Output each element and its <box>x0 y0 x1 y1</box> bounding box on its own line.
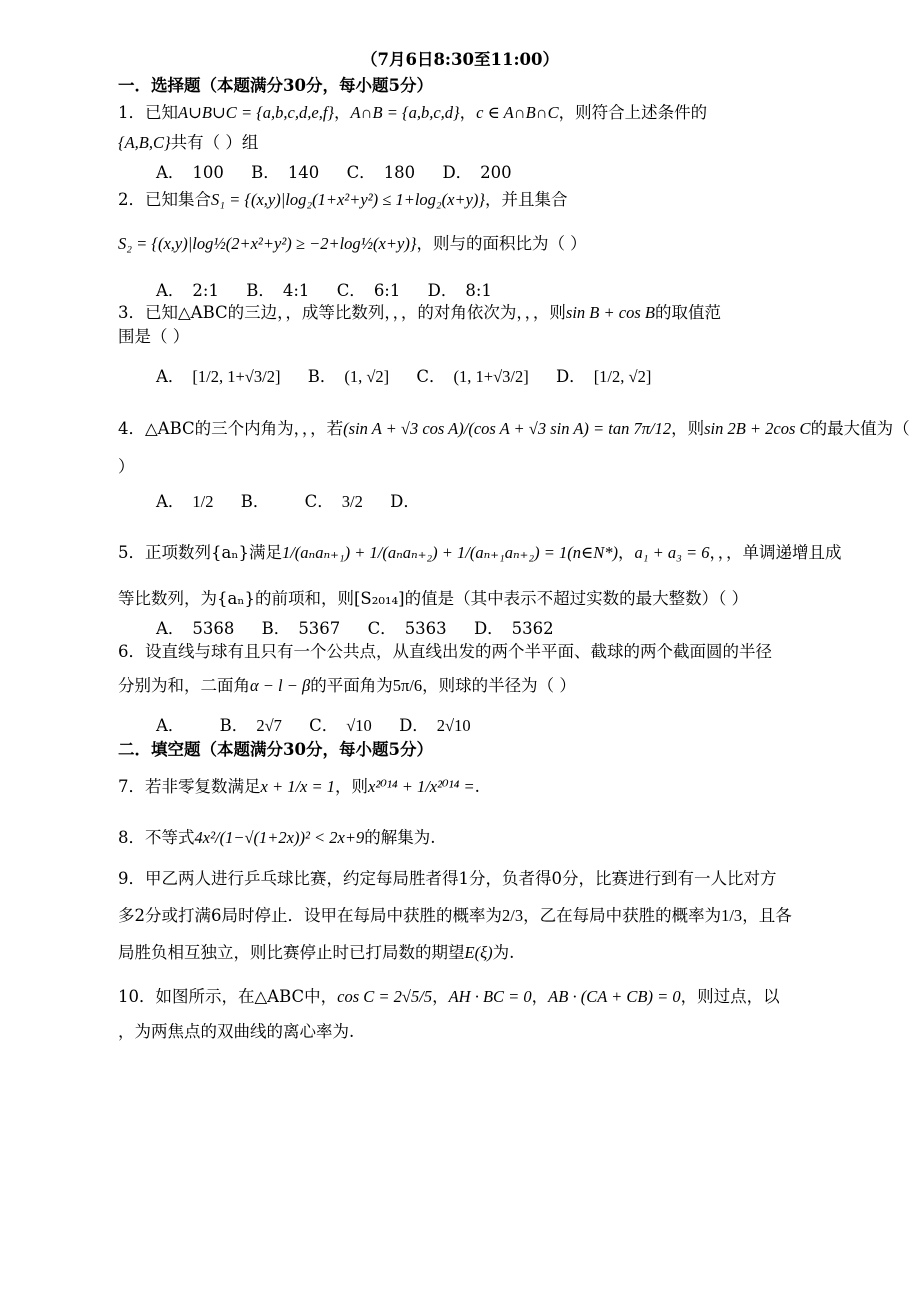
q8-stem-b: 的解集为. <box>364 828 436 847</box>
q7-expr: x²⁰¹⁴ + 1/x²⁰¹⁴ = <box>368 777 475 796</box>
q3-option-c: C． (1, 1+√3/2] <box>416 367 529 386</box>
q2-stem-a: 2．已知集合 <box>118 190 211 209</box>
q2-option-d: D． 8:1 <box>427 281 492 300</box>
q2-line1 <box>118 188 568 212</box>
q10-line1: 10．如图所示，在△ABC中，cos C = 2√5/5，AH · BC = 0，AB · (CA + CB) = 0，则过点，以 <box>118 987 780 1006</box>
q5-option-d: D． 5362 <box>473 619 554 638</box>
q9-line3 <box>118 941 514 965</box>
q5-condition: 1/(aₙaₙ₊₁) + 1/(aₙaₙ₊₂) + 1/(aₙ₊₁aₙ₊₂) = 1(n∈N*) <box>281 543 618 562</box>
q2-option-c: C． 6:1 <box>336 281 401 300</box>
q4-option-b: B． <box>240 492 270 511</box>
q9-stem-c: ，且各 <box>742 906 792 925</box>
q6-line1: 6．设直线与球有且只有一个公共点，从直线出发的两个半平面、截球的两个截面圆的半径 <box>118 642 772 661</box>
q4-stem-c: 的最大值为（ <box>810 419 910 438</box>
q8-line <box>118 826 436 850</box>
q4-options <box>156 490 450 514</box>
q5-stem-a: 5．正项数列{aₙ}满足 <box>118 543 282 562</box>
q1-option-b: B． 140 <box>251 163 320 182</box>
q7-stem-b: ，则 <box>335 777 368 796</box>
q4-stem-b: ，则 <box>671 419 705 438</box>
q6-option-b: B． 2√7 <box>219 716 282 735</box>
q2-stem-b: ，并且集合 <box>485 190 568 209</box>
q5-condition2: a₁ + a₃ = 6 <box>634 543 710 562</box>
q6-angle: α − l − β <box>250 676 311 695</box>
q6-option-d: D． 2√10 <box>399 716 471 735</box>
q3-stem-b: 的取值范 <box>654 303 721 322</box>
q5-line2: 等比数列，为{aₙ}的前项和，则[S₂₀₁₄]的值是（其中表示不超过实数的最大整数）（ ） <box>118 589 749 608</box>
q5-option-b: B． 5367 <box>261 619 341 638</box>
q10-stem-b: ，则过点，以 <box>680 987 780 1006</box>
q1-stem-d: 共有（ ）组 <box>170 133 259 152</box>
q9-line1: 9．甲乙两人进行乒乓球比赛，约定每局胜者得1分，负者得0分，比赛进行到有一人比对方 <box>118 869 777 888</box>
q2-set-s2: S₂ = {(x,y)|log½(2+x²+y²) ≥ −2+log½(x+y)} <box>118 234 417 253</box>
q7-condition: x + 1/x = 1 <box>260 777 335 796</box>
q2-set-s1: S₁ = {(x,y)|log₂(1+x²+y²) ≤ 1+log₂(x+y)} <box>211 190 486 209</box>
q3-stem-a: 3．已知△ABC的三边，，成等比数列，，，的对角依次为，，，则 <box>118 303 566 322</box>
q5-line1: 5．正项数列{aₙ}满足1/(aₙaₙ₊₁) + 1/(aₙaₙ₊₂) + 1/(aₙ₊₁aₙ₊₂) = 1(n∈N*)，a₁ + a₃ = 6，，，单调递增且成 <box>118 543 842 562</box>
q3-expr: sin B + cos B <box>565 303 655 322</box>
q2-line2 <box>118 232 587 256</box>
q6-stem-b: 的平面角为 <box>310 676 393 695</box>
q3-options <box>156 365 673 389</box>
q10-line2: ，为两焦点的双曲线的离心率为. <box>118 1022 355 1041</box>
q10-stem-a: 10．如图所示，在△ABC中， <box>118 987 338 1006</box>
q4-option-d: D． <box>390 492 420 511</box>
q3-line2: 围是（ ） <box>118 327 190 346</box>
q7-stem-c: . <box>474 777 480 796</box>
q9-line2 <box>118 904 792 928</box>
exam-time-header: （7月6日8:30至11:00） <box>360 50 559 69</box>
q6-fraction: 5π/6 <box>392 676 423 695</box>
q3-option-b: B． (1, √2] <box>307 367 390 386</box>
q6-option-a: A． <box>156 716 185 735</box>
section2-title: 二．填空题（本题满分30分，每小题5分） <box>118 740 433 759</box>
q2-stem-c: ，则与的面积比为（ ） <box>416 234 587 253</box>
q8-expr: 4x²/(1−√(1+2x))² < 2x+9 <box>194 828 365 847</box>
q1-option-d: D． 200 <box>442 163 512 182</box>
q1-option-c: C． 180 <box>346 163 416 182</box>
q1-line2 <box>118 131 258 155</box>
q1-element-expr: c ∈ A∩B∩C <box>476 103 559 122</box>
q4-option-c: C． 3/2 <box>304 492 363 511</box>
q9-prob-b: 1/3 <box>721 906 743 925</box>
q1-stem-b: ，则符合上述条件的 <box>558 103 708 122</box>
q9-stem-a: 多2分或打满6局时停止．设甲在每局中获胜的概率为 <box>118 906 502 925</box>
q6-options <box>156 714 493 738</box>
q9-stem-e: 为. <box>492 943 515 962</box>
q5-option-a: A． 5368 <box>156 619 235 638</box>
q1-line1: 1．已知A∪B∪C = {a,b,c,d,e,f}，A∩B = {a,b,c,d}，c ∈ A∩B∩C，则符合上述条件的 <box>118 103 708 122</box>
q10-vector-expr1: AH · BC = 0 <box>448 987 532 1006</box>
q4-expr: sin 2B + 2cos C <box>704 419 811 438</box>
q4-condition: (sin A + √3 cos A)/(cos A + √3 sin A) = tan 7π/12 <box>343 419 672 438</box>
q2-option-a: A． 2:1 <box>156 281 219 300</box>
q1-union-expr: A∪B∪C = {a,b,c,d,e,f} <box>178 103 335 122</box>
q6-stem-c: ，则球的半径为（ ） <box>422 676 576 695</box>
q6-line2 <box>118 674 576 698</box>
q10-vector-expr2: AB · (CA + CB) = 0 <box>548 987 681 1006</box>
section1-title: 一．选择题（本题满分30分，每小题5分） <box>118 76 433 95</box>
q4-line2: ） <box>118 457 135 476</box>
q1-options <box>156 161 534 185</box>
q4-line1 <box>118 417 910 441</box>
q4-option-a: A． 1/2 <box>156 492 214 511</box>
q7-stem-a: 7．若非零复数满足 <box>118 777 261 796</box>
q1-intersection-expr: A∩B = {a,b,c,d} <box>350 103 460 122</box>
q2-option-b: B． 4:1 <box>246 281 310 300</box>
q2-options <box>156 279 514 303</box>
q9-stem-d: 局胜负相互独立，则比赛停止时已打局数的期望 <box>118 943 465 962</box>
q3-option-a: A． [1/2, 1+√3/2] <box>156 367 281 386</box>
q4-stem-a: 4．△ABC的三个内角为，，，若 <box>118 419 344 438</box>
q5-option-c: C． 5363 <box>367 619 447 638</box>
q9-expectation: E(ξ) <box>464 943 493 962</box>
q1-option-a: A． 100 <box>156 163 224 182</box>
q9-stem-b: ，乙在每局中获胜的概率为 <box>523 906 722 925</box>
q5-stem-b: ，，，单调递增且成 <box>709 543 842 562</box>
q1-triple-expr: {A,B,C} <box>118 133 171 152</box>
q7-line <box>118 775 480 799</box>
q8-stem-a: 8．不等式 <box>118 828 195 847</box>
q10-cos-expr: cos C = 2√5/5 <box>337 987 433 1006</box>
q3-option-d: D． [1/2, √2] <box>555 367 652 386</box>
q9-prob-a: 2/3 <box>502 906 524 925</box>
q6-stem-a: 分别为和，二面角 <box>118 676 250 695</box>
q3-line1 <box>118 301 721 325</box>
q5-options <box>156 617 576 641</box>
q1-stem-a: 1．已知 <box>118 103 178 122</box>
q6-option-c: C． √10 <box>309 716 372 735</box>
